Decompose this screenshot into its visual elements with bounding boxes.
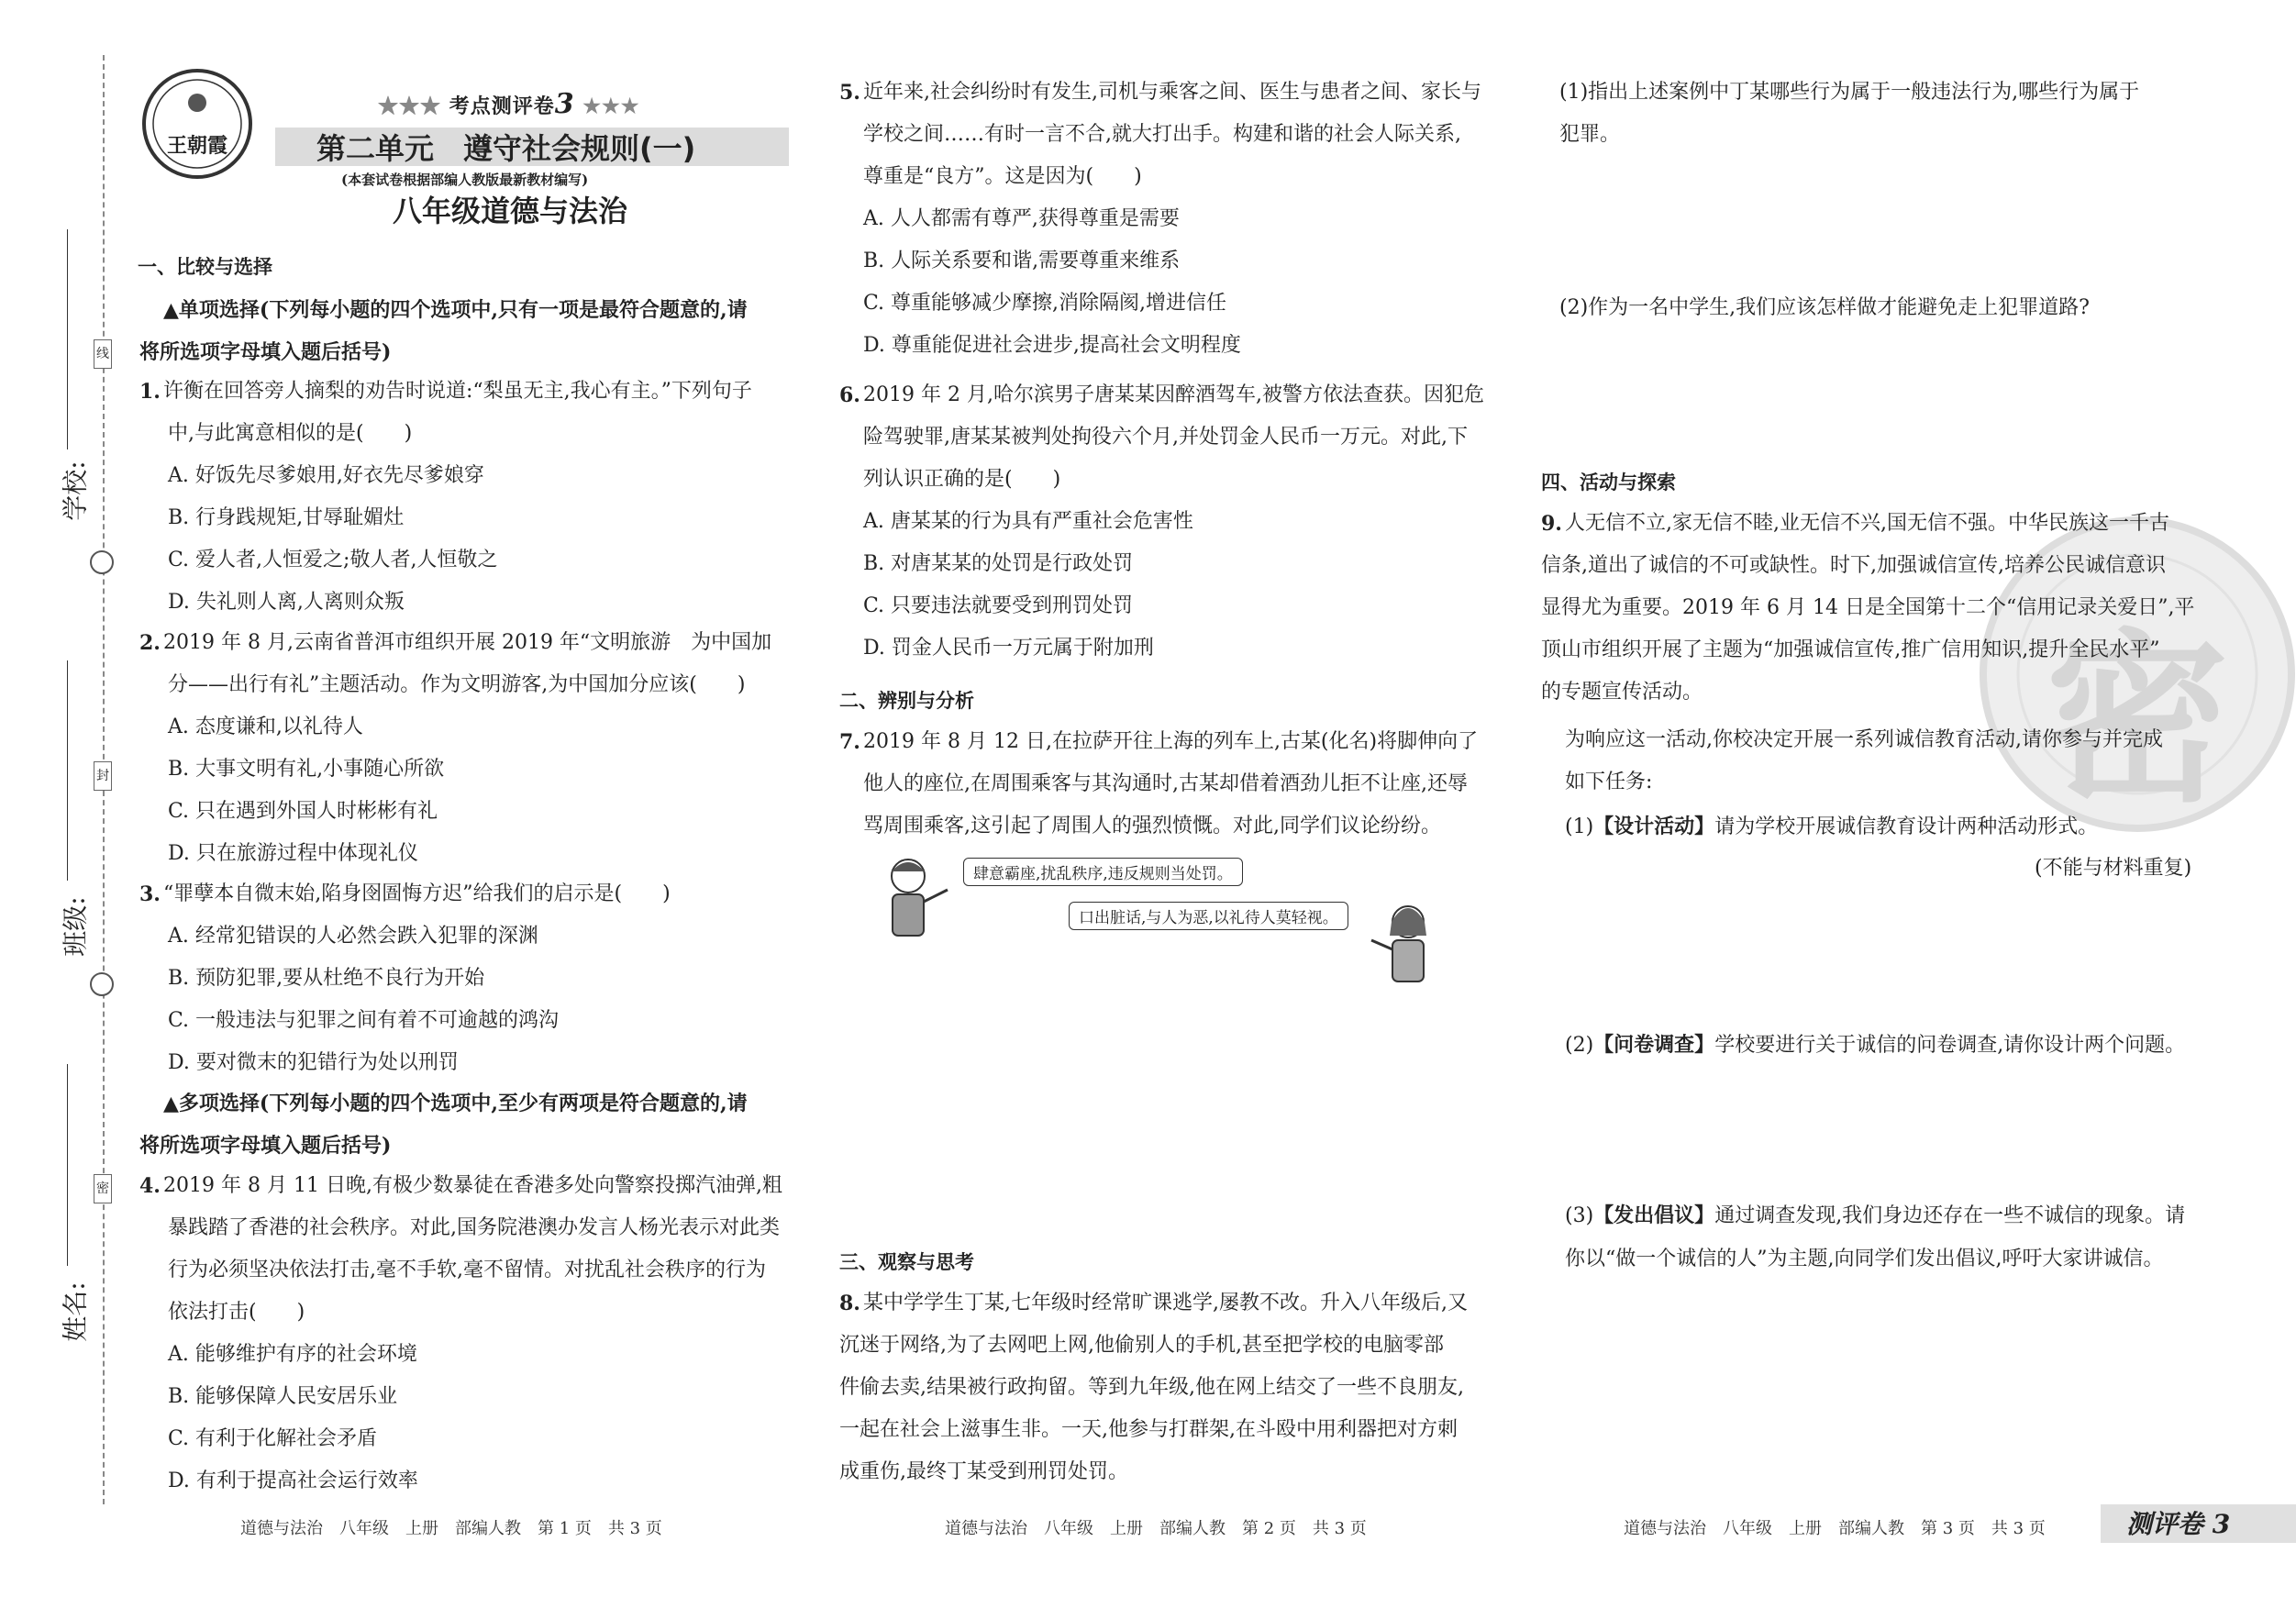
student-illustration-girl <box>1358 894 1449 995</box>
binding-mark: 密 <box>94 1174 112 1203</box>
school-label: 学校: <box>60 460 91 521</box>
footer-tag: 测评卷 3 <box>2126 1509 2231 1539</box>
class-label: 班级: <box>60 896 91 957</box>
name-label: 姓名: <box>60 1281 91 1342</box>
binding-mark: 线 <box>94 339 112 369</box>
section-4-heading: 四、活动与探索 <box>1541 471 1676 494</box>
option-a: A. 经常犯错误的人必然会跌入犯罪的深渊 <box>168 925 538 948</box>
option-d: D. 失礼则人离,人离则众叛 <box>168 591 405 614</box>
page-footer: 道德与法治 八年级 上册 部编人教 第 2 页 共 3 页 <box>945 1519 1367 1538</box>
multi-choice-note: ▲多项选择(下列每小题的四个选项中,至少有两项是符合题意的,请 <box>163 1092 748 1115</box>
section-3-heading: 三、观察与思考 <box>839 1251 974 1273</box>
task-2: (2)【问卷调查】学校要进行关于诚信的问卷调查,请你设计两个问题。 <box>1565 1033 2186 1057</box>
option-c: C. 只要违法就要受到刑罚处罚 <box>863 594 1134 617</box>
option-b: B. 对唐某某的处罚是行政处罚 <box>863 552 1134 575</box>
option-a: A. 唐某某的行为具有严重社会危害性 <box>863 510 1193 533</box>
option-c: C. 尊重能够减少摩擦,消除隔阂,增进信任 <box>863 292 1227 315</box>
single-choice-note: ▲单项选择(下列每小题的四个选项中,只有一项是最符合题意的,请 <box>163 298 748 322</box>
task-1-note: (不能与材料重复) <box>2035 857 2192 880</box>
option-d: D. 罚金人民币一万元属于附加刑 <box>863 637 1154 660</box>
section-2-heading: 二、辨别与分析 <box>839 690 974 712</box>
class-blank <box>67 660 68 881</box>
section-1-heading: 一、比较与选择 <box>138 256 272 278</box>
edition-note: (本套试卷根据部编人教版最新教材编写) <box>341 172 589 188</box>
subject-title: 八年级道德与法治 <box>393 194 628 228</box>
option-c: C. 有利于化解社会矛盾 <box>168 1427 378 1450</box>
single-choice-note: 将所选项字母填入题后括号) <box>139 340 392 364</box>
binding-hole <box>90 972 114 996</box>
option-b: B. 人际关系要和谐,需要尊重来维系 <box>863 250 1181 272</box>
option-c: C. 只在遇到外国人时彬彬有礼 <box>168 800 438 823</box>
stamp-text: 密 <box>2045 614 2229 827</box>
task-3: (3)【发出倡议】通过调查发现,我们身边还存在一些不诚信的现象。请 <box>1565 1203 2186 1227</box>
option-b: B. 大事文明有礼,小事随心所欲 <box>168 758 445 781</box>
binding-mark: 封 <box>94 761 112 791</box>
speech-bubble: 肆意霸座,扰乱秩序,违反规则当处罚。 <box>963 858 1243 886</box>
option-d: D. 尊重能促进社会进步,提高社会文明程度 <box>863 334 1241 357</box>
option-a: A. 态度谦和,以礼待人 <box>168 715 363 738</box>
page-footer: 道德与法治 八年级 上册 部编人教 第 3 页 共 3 页 <box>1624 1519 2046 1538</box>
unit-title: 第二单元 遵守社会规则(一) <box>316 131 696 166</box>
student-illustration-boy <box>858 848 968 949</box>
option-d: D. 要对微末的犯错行为处以刑罚 <box>168 1051 459 1074</box>
question-8-part-2: (2)作为一名中学生,我们应该怎样做才能避免走上犯罪道路? <box>1559 296 2090 319</box>
option-a: A. 能够维护有序的社会环境 <box>168 1343 417 1366</box>
option-c: C. 爱人者,人恒爱之;敬人者,人恒敬之 <box>168 549 498 571</box>
school-blank <box>67 229 68 449</box>
question-8-part-1: (1)指出上述案例中丁某哪些行为属于一般违法行为,哪些行为属于 <box>1559 81 2140 104</box>
name-blank <box>67 1064 68 1266</box>
binding-hole <box>90 550 114 574</box>
option-c: C. 一般违法与犯罪之间有着不可逾越的鸿沟 <box>168 1009 560 1032</box>
option-b: B. 能够保障人民安居乐业 <box>168 1385 398 1408</box>
option-a: A. 人人都需有尊严,获得尊重是需要 <box>863 207 1180 230</box>
series-title: ★★★ 考点测评卷3 ★★★ <box>378 88 640 120</box>
option-d: D. 只在旅游过程中体现礼仪 <box>168 842 418 865</box>
publisher-logo <box>138 64 257 183</box>
multi-choice-note: 将所选项字母填入题后括号) <box>139 1134 392 1158</box>
option-d: D. 有利于提高社会运行效率 <box>168 1469 418 1492</box>
option-b: B. 行身践规矩,甘辱耻媚灶 <box>168 506 405 529</box>
page-footer: 道德与法治 八年级 上册 部编人教 第 1 页 共 3 页 <box>240 1519 662 1538</box>
option-a: A. 好饭先尽爹娘用,好衣先尽爹娘穿 <box>168 464 484 487</box>
option-b: B. 预防犯罪,要从杜绝不良行为开始 <box>168 967 485 990</box>
task-3: 你以“做一个诚信的人”为主题,向同学们发出倡议,呼吁大家讲诚信。 <box>1565 1248 2164 1270</box>
task-1: (1)【设计活动】请为学校开展诚信教育设计两种活动形式。 <box>1565 815 2099 838</box>
question-8-part-1: 犯罪。 <box>1559 123 1621 146</box>
logo-text: 王朝霞 <box>166 134 227 158</box>
speech-bubble: 口出脏话,与人为恶,以礼待人莫轻视。 <box>1069 902 1348 930</box>
